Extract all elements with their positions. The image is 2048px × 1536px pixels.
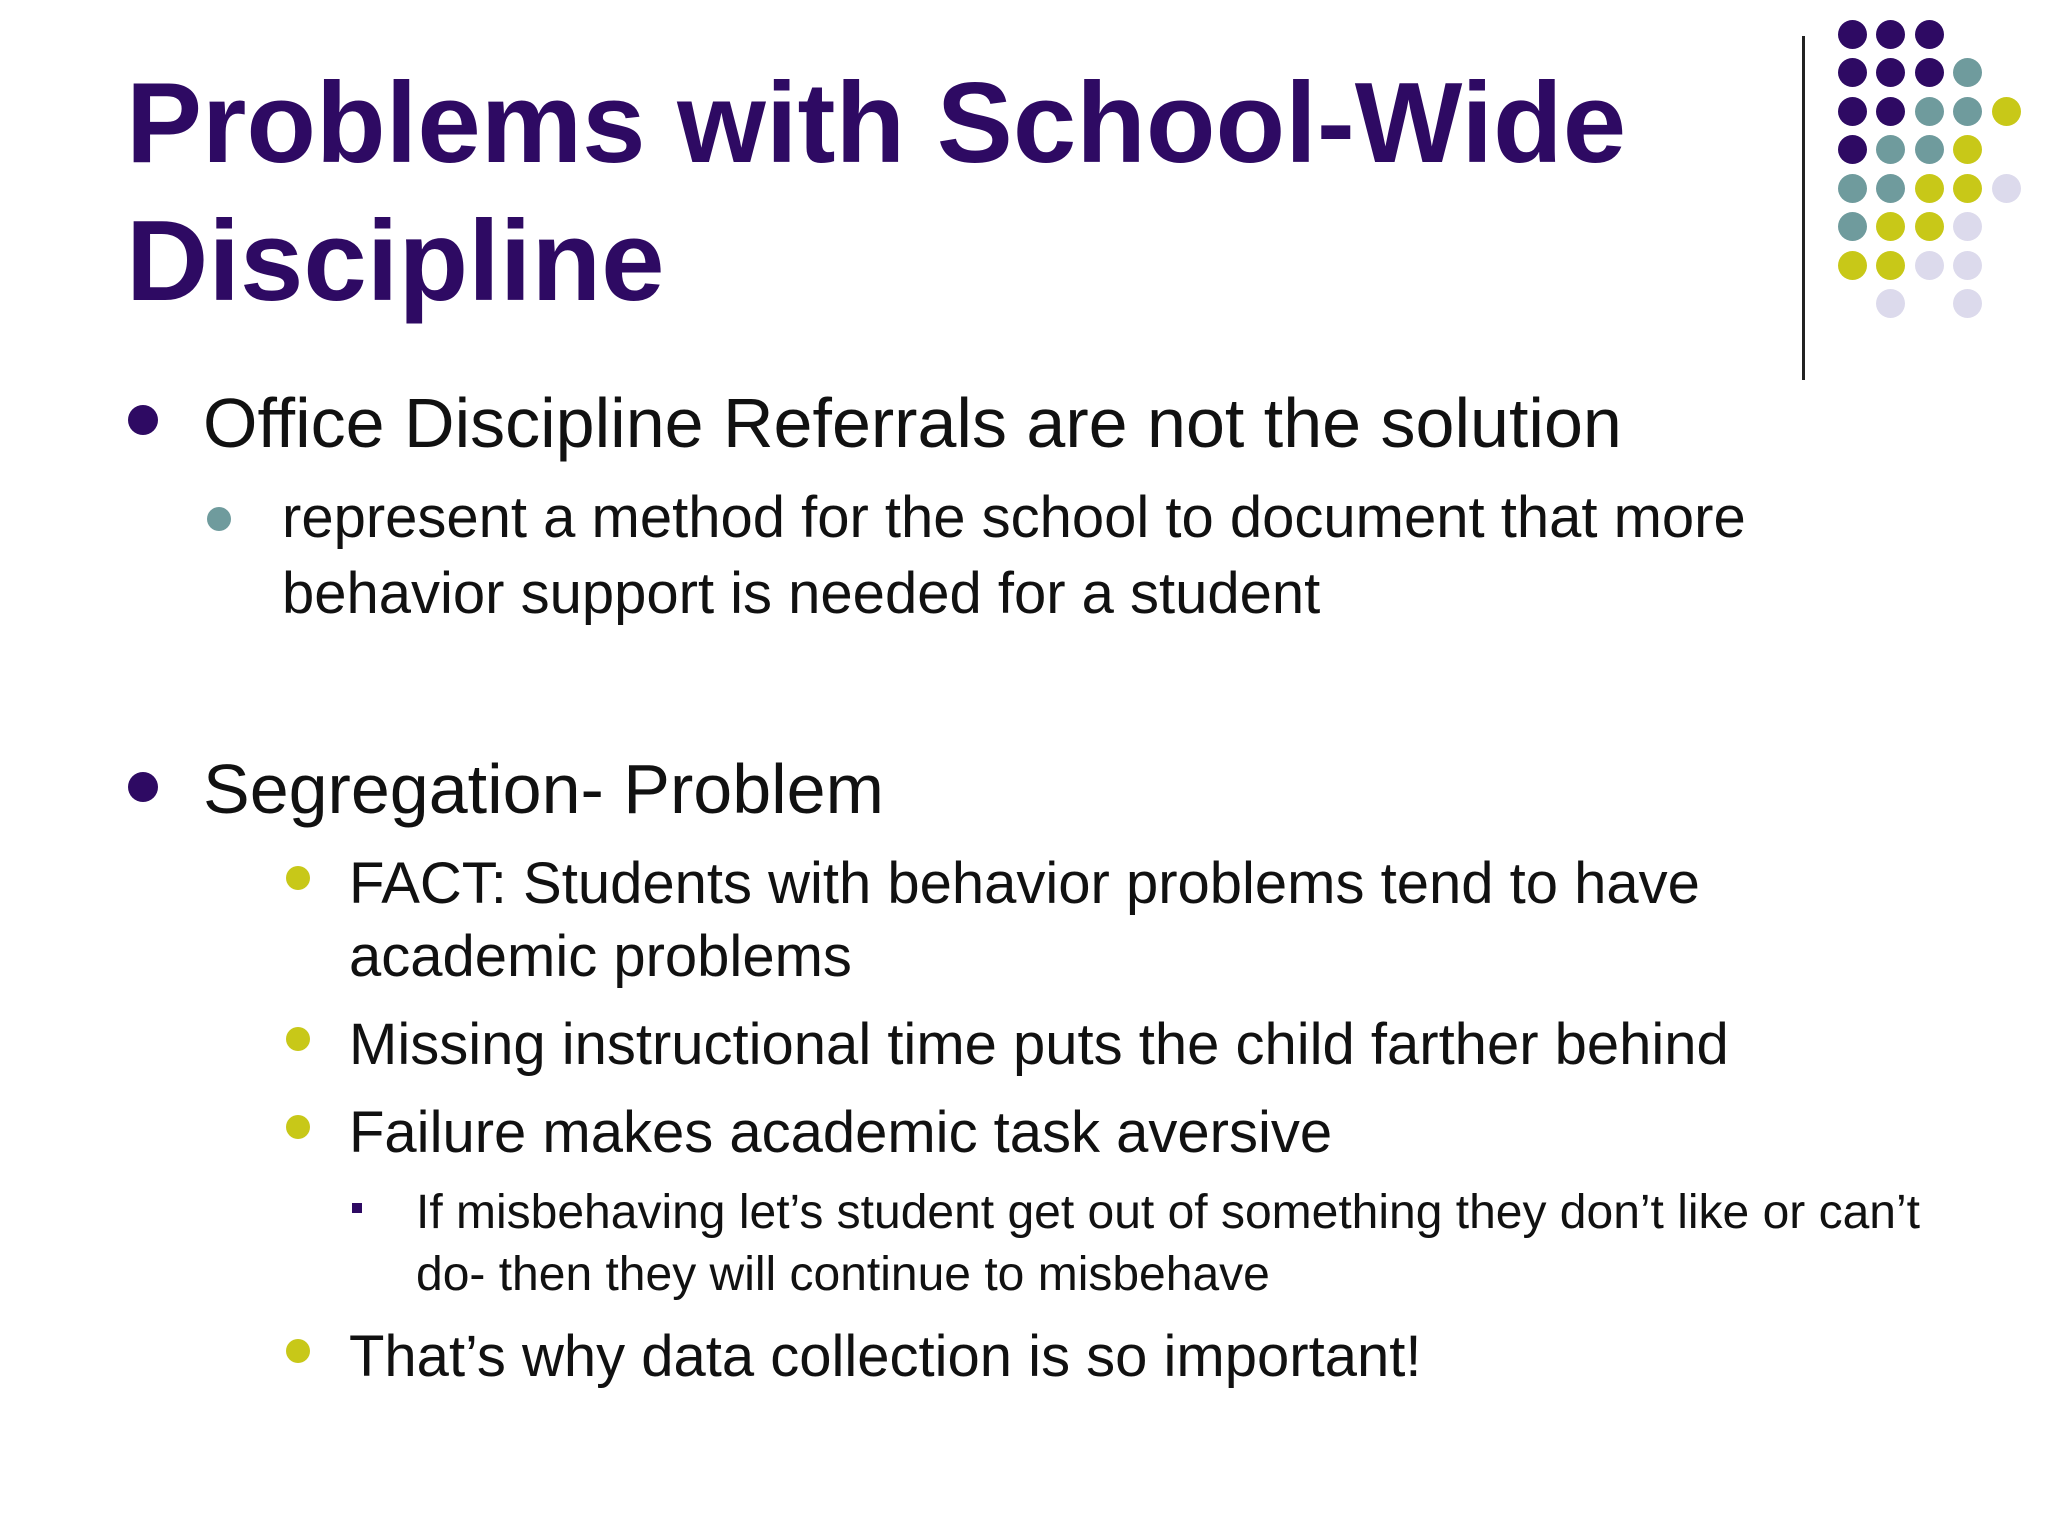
bullet-item-2: Segregation- Problem xyxy=(203,750,884,828)
sub-bullet-icon xyxy=(286,866,310,890)
bullet-item-2-1: FACT: Students with behavior problems tend to have academic problems xyxy=(349,851,1700,989)
bullet-item-1-1: represent a method for the school to document that more behavior support is needed for a student xyxy=(282,485,1746,626)
bullet-item-1: Office Discipline Referrals are not the solution xyxy=(203,384,1622,462)
bullet-item-2-3-1: If misbehaving let’s student get out of something they don’t like or can’t do- then they will continue to misbehave xyxy=(416,1186,1920,1301)
bullet-item-2-4: That’s why data collection is so important! xyxy=(349,1324,1422,1389)
bullet-item-2-3: Failure makes academic task aversive xyxy=(349,1100,1333,1165)
sub-bullet-icon xyxy=(286,1339,310,1363)
sub-bullet-icon xyxy=(286,1027,310,1051)
bullet-icon xyxy=(128,772,158,802)
slide-title-line-1: Problems with School-Wide xyxy=(126,60,1627,187)
square-bullet-icon xyxy=(352,1203,362,1213)
sub-bullet-icon xyxy=(207,507,231,531)
bullet-item-2-2: Missing instructional time puts the child farther behind xyxy=(349,1012,1729,1077)
bullet-icon xyxy=(128,405,158,435)
sub-bullet-icon xyxy=(286,1115,310,1139)
slide-title-line-2: Discipline xyxy=(126,198,665,325)
